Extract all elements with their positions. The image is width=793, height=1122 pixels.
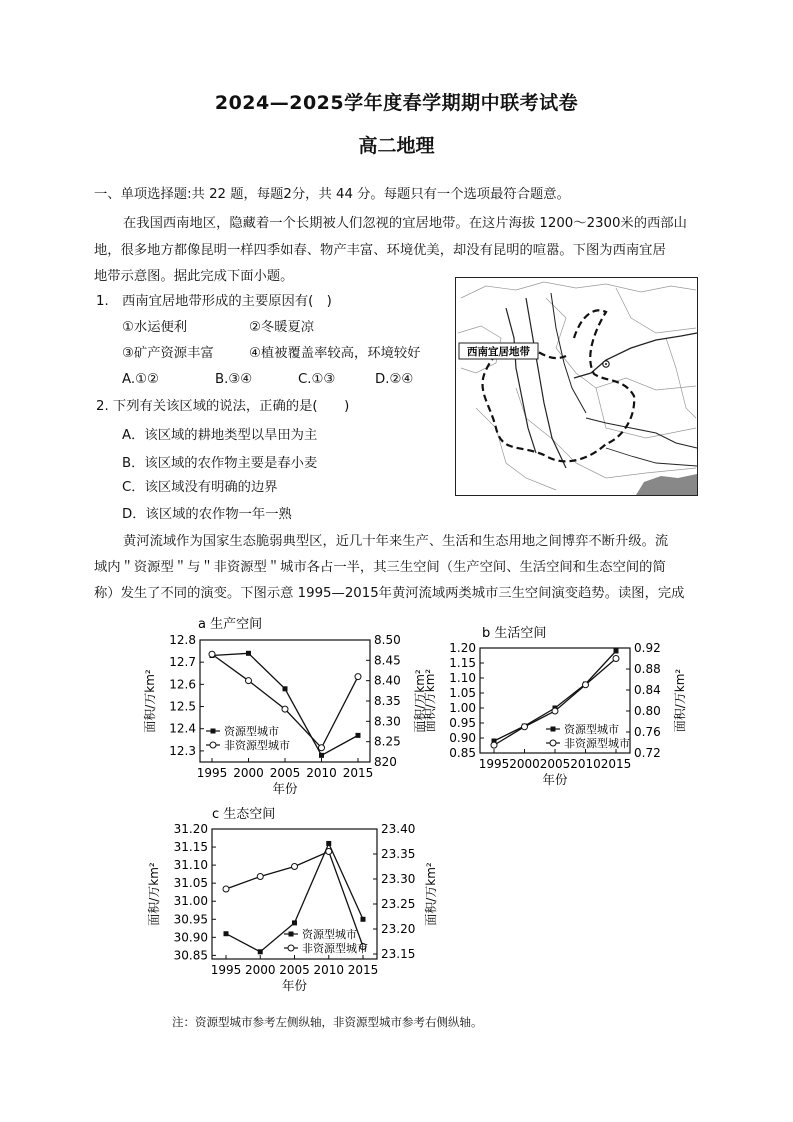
chart0-xlabel: 年份 (272, 781, 298, 796)
chart1-xtick-label: 2000 (509, 757, 540, 771)
chart1-ytick-right-label: 0.72 (634, 746, 661, 760)
chart1-xtick-label: 2010 (570, 757, 601, 771)
chart1-legend-label: 资源型城市 (564, 723, 619, 736)
chart2-ytick-left-label: 30.95 (173, 912, 208, 927)
chart0-xtick-label: 2000 (233, 766, 264, 780)
chart0-series-1-point (209, 651, 215, 657)
chart2-ytick-right-label: 23.40 (381, 822, 416, 836)
chart-production-space (140, 610, 425, 810)
chart0-ytick-right-label: 820 (374, 755, 397, 769)
passage1-line-1: 在我国西南地区，隐藏着一个长期被人们忽视的宜居地带。在这片海拔 1200～2300米的西部山 (123, 216, 687, 231)
question-1-item-3: ③矿产资源丰富 (122, 346, 214, 361)
section-heading: 一、单项选择题:共 22 题，每题2分，共 44 分。每题只有一个选项最符合题意。 (94, 187, 570, 202)
question-1-option-b[interactable]: B.③④ (215, 372, 253, 387)
chart1-series-1-point (552, 708, 558, 714)
chart2-series-1-point (223, 886, 229, 892)
chart1-ytick-left-label: 0.85 (449, 746, 476, 760)
chart2-ytick-left-label: 31.15 (173, 840, 208, 855)
passage2-line-1: 黄河流域作为国家生态脆弱典型区，近几十年来生产、生活和生态用地之间博弈不断升级。流 (123, 534, 669, 549)
chart2-series-0-point (258, 949, 263, 954)
chart0-legend-marker (211, 729, 216, 734)
chart0-series-0-point (246, 651, 251, 656)
chart0-xtick-label: 1995 (196, 766, 228, 780)
chart0-series-0-point (319, 753, 324, 758)
chart-living-space (410, 620, 687, 800)
passage1-line-2: 地，很多地方都像昆明一样四季如春、物产丰富、环境优美，却没有昆明的喧嚣。下图为西南宜居 (94, 243, 666, 258)
chart2-series-1-point (257, 874, 263, 880)
chart0-series-1-point (355, 674, 361, 680)
chart1-legend-label: 非资源型城市 (564, 737, 630, 750)
chart1-legend-marker (551, 727, 556, 732)
chart2-ytick-left-label: 31.00 (173, 894, 208, 909)
map-drawing (456, 278, 697, 495)
chart1-series-1-point (491, 742, 497, 748)
chart2-ytick-left-label: 31.10 (173, 858, 208, 873)
chart2-ytick-right-label: 23.30 (381, 872, 416, 886)
chart2-series-0-point (224, 931, 229, 936)
chart0-ytick-right-label: 8.50 (374, 633, 401, 647)
chart1-ytick-left-label: 1.05 (449, 686, 476, 700)
question-1-item-2: ②冬暖夏凉 (249, 320, 315, 335)
chart2-ytick-left-label: 30.85 (173, 948, 208, 963)
chart0-ytick-left-label: 12.4 (169, 721, 196, 736)
question-1-option-a[interactable]: A.①② (122, 372, 159, 387)
chart0-ylabel-left: 面积/万km² (143, 669, 157, 733)
question-1-stem: 1. 西南宜居地带形成的主要原因有( ) (96, 294, 332, 309)
chart2-ytick-left-label: 31.20 (173, 822, 208, 836)
chart0-series-1-point (246, 678, 252, 684)
chart2-ytick-right-label: 23.25 (381, 897, 416, 911)
chart0-ytick-right-label: 8.40 (374, 673, 401, 688)
question-1-item-4: ④植被覆盖率较高，环境较好 (249, 346, 421, 361)
chart0-ylabel-right: 面积/万km² (413, 669, 427, 733)
chart2-ytick-right-label: 23.35 (381, 847, 416, 861)
chart2-ylabel-left: 面积/万km² (147, 862, 161, 926)
chart0-ytick-left-label: 12.7 (169, 655, 196, 670)
chart0-series-0-point (283, 686, 288, 691)
chart1-ylabel-right: 面积/万km² (673, 668, 687, 733)
chart2-ytick-left-label: 31.05 (173, 876, 208, 891)
chart2-ytick-right-label: 23.15 (381, 947, 416, 961)
question-2-option-c[interactable]: C．该区域没有明确的边界 (122, 480, 278, 495)
chart2-legend-marker (289, 932, 294, 937)
chart2-legend-label: 非资源型城市 (302, 942, 368, 955)
passage2-line-3: 称）发生了不同的演变。下图示意 1995—2015年黄河流域两类城市三生空间演变趋势。读图，完成 (94, 586, 685, 601)
chart1-xlabel: 年份 (542, 772, 568, 787)
chart2-series-1-point (326, 849, 332, 855)
chart1-xtick-label: 2015 (600, 757, 632, 771)
chart0-xtick-label: 2010 (306, 766, 337, 780)
chart2-ytick-left-label: 30.90 (173, 930, 208, 945)
question-1-option-c[interactable]: C.①③ (298, 372, 336, 387)
chart0-ytick-right-label: 8.45 (374, 653, 401, 668)
question-1-item-1: ①水运便利 (122, 320, 188, 335)
chart2-xtick-label: 2010 (313, 963, 345, 977)
chart2-xtick-label: 2015 (347, 963, 379, 977)
chart1-ytick-left-label: 1.20 (449, 641, 476, 655)
chart-ecological-space (140, 800, 470, 1010)
chart2-series-0-point (361, 917, 366, 922)
passage1-line-3: 地带示意图。据此完成下面小题。 (94, 269, 294, 284)
chart0-legend-marker (210, 742, 216, 748)
chart1-xtick-label: 2005 (539, 757, 571, 771)
chart1-series-1-point (613, 656, 619, 662)
chart1-ytick-left-label: 1.15 (449, 656, 476, 670)
chart1-ytick-right-label: 0.88 (634, 662, 661, 676)
chart0-ytick-right-label: 8.25 (374, 734, 401, 749)
chart0-series-1-point (319, 745, 325, 751)
chart2-series-0-point (326, 841, 331, 846)
chart0-xtick-label: 2015 (342, 766, 374, 780)
chart2-xtick-label: 1995 (210, 963, 242, 977)
chart1-legend-marker (550, 740, 556, 746)
chart0-series-1-point (282, 706, 288, 712)
chart0-title: a 生产空间 (198, 617, 263, 632)
chart0-ytick-left-label: 12.6 (169, 677, 196, 692)
map-label: 西南宜居地带 (467, 346, 530, 358)
chart2-ytick-right-label: 23.20 (381, 922, 416, 936)
chart0-legend-label: 资源型城市 (224, 725, 279, 738)
chart2-xlabel: 年份 (281, 978, 308, 993)
chart2-xtick-label: 2005 (279, 963, 310, 977)
chart1-xtick-label: 1995 (478, 757, 510, 771)
chart1-ytick-left-label: 1.10 (449, 671, 476, 685)
chart1-series-1-point (522, 724, 528, 730)
passage2-line-2: 域内＂资源型＂与＂非资源型＂城市各占一半，其三生空间（生产空间、生活空间和生态空间的简 (94, 560, 666, 575)
chart2-series-0-point (292, 920, 297, 925)
chart0-ytick-left-label: 12.3 (169, 743, 196, 758)
chart1-series-1-point (583, 682, 589, 688)
chart0-ytick-right-label: 8.35 (374, 694, 401, 708)
exam-title: 2024—2025学年度春学期期中联考试卷 (214, 92, 579, 114)
chart2-legend-marker (288, 945, 294, 951)
question-1-option-d[interactable]: D.②④ (375, 372, 414, 387)
chart1-ytick-right-label: 0.92 (634, 641, 661, 655)
subject-title: 高二地理 (358, 135, 435, 157)
chart0-legend-label: 非资源型城市 (224, 739, 290, 752)
question-2-stem: 2. 下列有关该区域的说法，正确的是( ) (96, 399, 350, 414)
chart1-ytick-right-label: 0.84 (634, 683, 661, 697)
chart2-ylabel-right: 面积/万km² (424, 862, 438, 926)
chart2-legend-label: 资源型城市 (302, 928, 357, 941)
chart2-xtick-label: 2000 (244, 963, 276, 977)
chart1-ytick-right-label: 0.80 (634, 704, 661, 718)
chart0-ytick-left-label: 12.5 (169, 699, 196, 714)
question-2-option-a[interactable]: A．该区域的耕地类型以旱田为主 (122, 428, 318, 443)
chart1-ytick-left-label: 1.00 (449, 701, 476, 715)
question-2-option-b[interactable]: B．该区域的农作物主要是春小麦 (122, 456, 318, 471)
chart1-series-0-point (614, 649, 619, 654)
question-2-option-d[interactable]: D．该区域的农作物一年一熟 (122, 507, 292, 522)
chart1-ytick-right-label: 0.76 (634, 725, 661, 739)
chart0-xtick-label: 2005 (269, 766, 301, 780)
chart1-ytick-left-label: 0.95 (449, 716, 476, 730)
chart1-ytick-left-label: 0.90 (449, 731, 476, 745)
chart2-series-1-point (292, 864, 298, 870)
southwest-map (455, 277, 698, 496)
chart-note: 注：资源型城市参考左侧纵轴，非资源型城市参考右侧纵轴。 (172, 1015, 483, 1029)
chart2-title: c 生态空间 (212, 807, 276, 822)
chart0-ytick-right-label: 8.30 (374, 714, 401, 729)
chart1-title: b 生活空间 (482, 626, 547, 641)
chart0-ytick-left-label: 12.8 (169, 633, 196, 647)
chart0-series-0-point (356, 733, 361, 738)
chart1-ylabel-left: 面积/万km² (423, 668, 437, 733)
